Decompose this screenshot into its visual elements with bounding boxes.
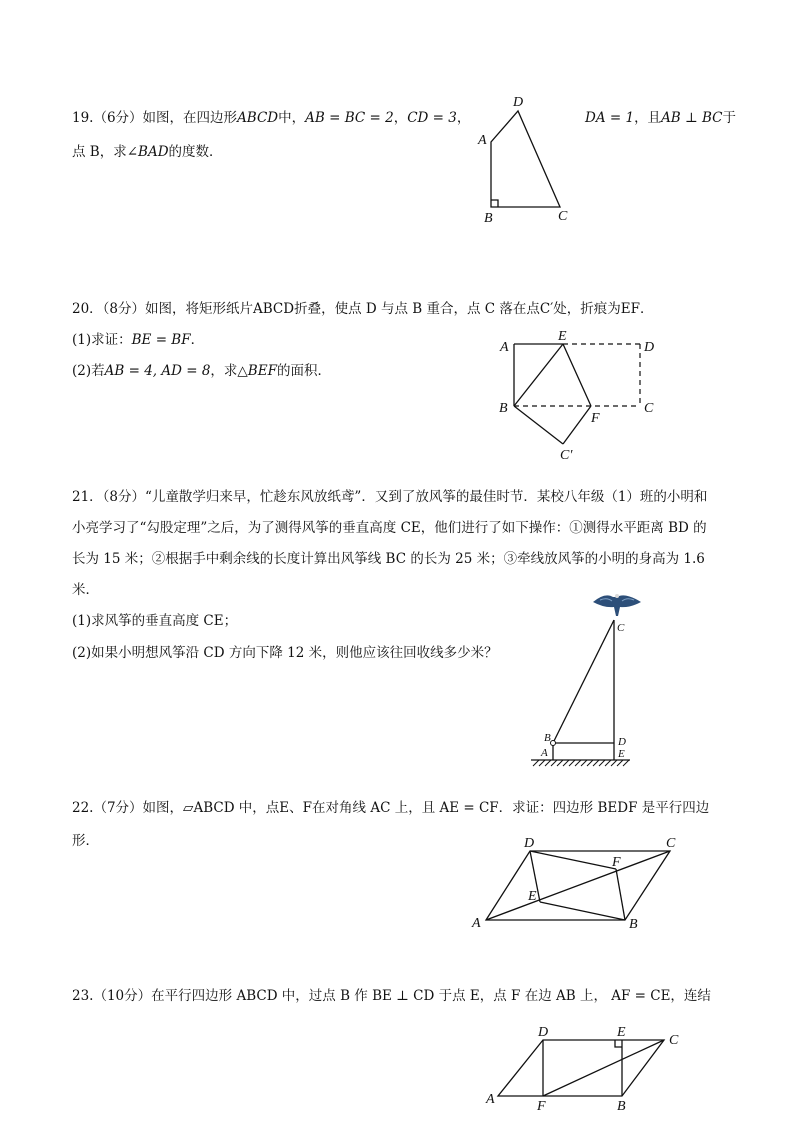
q19-label-c: C	[558, 209, 568, 224]
q21-person-icon	[551, 741, 556, 746]
q19-abcd: ABCD	[237, 110, 279, 126]
q21-line2: 小亮学习了“勾股定理”之后，为了测得风筝的垂直高度 CE，他们进行了如下操作：①测得水平距离 BD 的	[72, 520, 707, 536]
q20-label-d: D	[644, 340, 655, 355]
q20-label-f: F	[591, 411, 600, 426]
q19-comma2: ，	[456, 110, 471, 126]
kite-icon	[593, 594, 641, 616]
q21-sub1: (1)求风筝的垂直高度 CE；	[72, 613, 238, 629]
q19-text-d: 于	[722, 110, 737, 126]
q22-label-c: C	[666, 836, 676, 851]
q21-label-b: B	[544, 732, 551, 744]
q22-label-d: D	[524, 836, 535, 851]
q22-line2: 形．	[72, 833, 99, 849]
q19-eq2: CD = 3	[407, 110, 457, 126]
q22-line1: 22.（7分）如图，▱ABCD 中，点E、F在对角线 AC 上，且 AE = CF．求证：四边形 BEDF 是平行四边	[72, 800, 710, 816]
q20-sub1-a: (1)求证：	[72, 332, 132, 348]
q20-fold-ef	[563, 344, 591, 406]
q19-label-a: A	[478, 133, 487, 148]
q20-label-c: C	[644, 401, 654, 416]
q22-segment-eb	[540, 902, 625, 920]
q22-label-a: A	[472, 916, 481, 931]
q23-label-a: A	[486, 1092, 495, 1107]
q19-label-b: B	[484, 211, 493, 226]
q21-sub2: (2)如果小明想风筝沿 CD 方向下降 12 米，则他应该往回收线多少米？	[72, 645, 498, 661]
q20-figure	[499, 329, 654, 463]
q21-line1: 21．（8分）“儿童散学归来早，忙趁东风放纸鸢”．又到了放风筝的最佳时节．某校八年级（1）班的小明和	[72, 489, 708, 505]
q23-label-f: F	[537, 1099, 546, 1114]
q20-sub2-eq: AB = 4, AD = 8	[104, 363, 211, 379]
q22-label-b: B	[629, 917, 638, 932]
q22-label-e: E	[528, 889, 537, 904]
q21-label-d: D	[618, 736, 626, 748]
q19-text-a: 19.（6分）如图，在四边形	[72, 110, 238, 126]
q23-label-b: B	[617, 1099, 626, 1114]
q19-quadrilateral	[491, 111, 560, 207]
q19-text-e: 点 B，求	[72, 144, 127, 160]
q23-segment-fc	[543, 1040, 664, 1096]
q23-right-angle-mark	[615, 1040, 622, 1047]
q19-figure	[477, 95, 568, 226]
q20-segment-be	[514, 344, 563, 406]
q23-parallelogram	[498, 1040, 664, 1096]
q20-segment-bcp	[514, 406, 563, 444]
q20-sub1-b: ．	[190, 332, 205, 348]
q23-line1: 23.（10分）在平行四边形 ABCD 中，过点 B 作 BE ⊥ CD 于点 E，点 F 在边 AB 上， AF = CE，连结	[72, 988, 711, 1004]
q19-eq1: AB = BC = 2	[305, 110, 394, 126]
q20-sub1-eq: BE = BF	[131, 332, 191, 348]
q20-line1: 20．（8分）如图，将矩形纸片ABCD折叠，使点 D 与点 B 重合，点 C 落在点C′处，折痕为EF．	[72, 301, 654, 317]
q20-sub2-c: 的面积．	[276, 363, 331, 379]
q21-label-a: A	[541, 747, 548, 759]
q19-label-d: D	[513, 95, 524, 110]
q20-sub2-a: (2)若	[72, 363, 105, 379]
q23-label-d: D	[538, 1025, 549, 1040]
q23-label-e: E	[617, 1025, 626, 1040]
q19-text-f: 的度数．	[168, 144, 223, 160]
q19-right-angle-mark	[491, 200, 498, 207]
q21-figure	[531, 594, 641, 766]
q21-label-c: C	[617, 622, 625, 634]
q20-sub2-b: ，求	[210, 363, 238, 379]
q19-comma1: ，	[393, 110, 408, 126]
q23-label-c: C	[669, 1033, 679, 1048]
q20-label-cprime: C′	[560, 448, 573, 463]
q21-line4: 米．	[72, 582, 99, 598]
q19-text-c: ，且	[634, 110, 662, 126]
q23-figure	[485, 1025, 679, 1114]
q19-eq3: DA = 1	[585, 110, 635, 126]
q22-segment-df	[530, 851, 616, 869]
q21-line3: 长为 15 米；②根据手中剩余线的长度计算出风筝线 BC 的长为 25 米；③牵线放风筝的小明的身高为 1.6	[72, 551, 705, 567]
q20-label-a: A	[500, 340, 509, 355]
q19-eq4: AB ⊥ BC	[661, 110, 723, 126]
q19-angle: ∠BAD	[126, 144, 169, 160]
q22-figure	[471, 836, 676, 932]
q21-string-bc	[553, 620, 614, 743]
q22-label-f: F	[612, 855, 621, 870]
q21-label-e: E	[618, 748, 625, 760]
q21-ground-hatch	[533, 760, 629, 766]
q20-segment-cpf	[563, 406, 591, 444]
q19-text-b: 中，	[278, 110, 306, 126]
q22-segment-fb	[616, 869, 625, 920]
q20-label-b: B	[499, 401, 508, 416]
q20-sub2-tri: △BEF	[237, 363, 277, 379]
q20-label-e: E	[558, 329, 567, 344]
